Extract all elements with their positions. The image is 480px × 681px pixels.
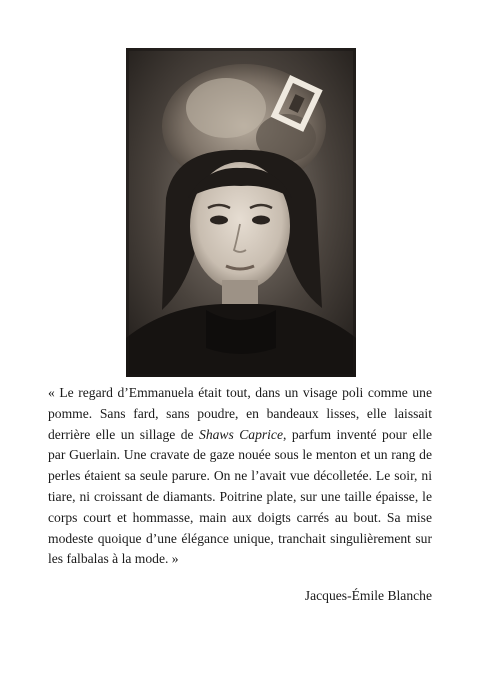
portrait-image bbox=[126, 48, 356, 377]
portrait-photo bbox=[126, 48, 356, 377]
perfume-name: Shaws Caprice bbox=[199, 426, 284, 442]
quote-text-part2: , parfum inventé pour elle par Guerlain. Une cravate de gaze nouée sous le menton et un rang de perles étaient sa seule parure. On ne l’avait vue décolletée. Le soir, ni tiare, ni croissant de diamants. Poitrine plate, sur une taille épaisse, le corps court et hommasse, main aux doigts carrés au bout. Sa mise modeste quoique d’une élégance unique, tranchait singulièrement sur les falbalas à la mode. » bbox=[48, 426, 432, 567]
quote-author: Jacques-Émile Blanche bbox=[304, 588, 432, 603]
quote-paragraph bbox=[48, 383, 432, 570]
quote-text-part1: « Le regard d’Emmanuela était tout, dans un visage poli comme une pomme. Sans fard, sans poudre, en bandeaux lisses, elle laissait derrière elle un sillage de bbox=[48, 385, 432, 442]
